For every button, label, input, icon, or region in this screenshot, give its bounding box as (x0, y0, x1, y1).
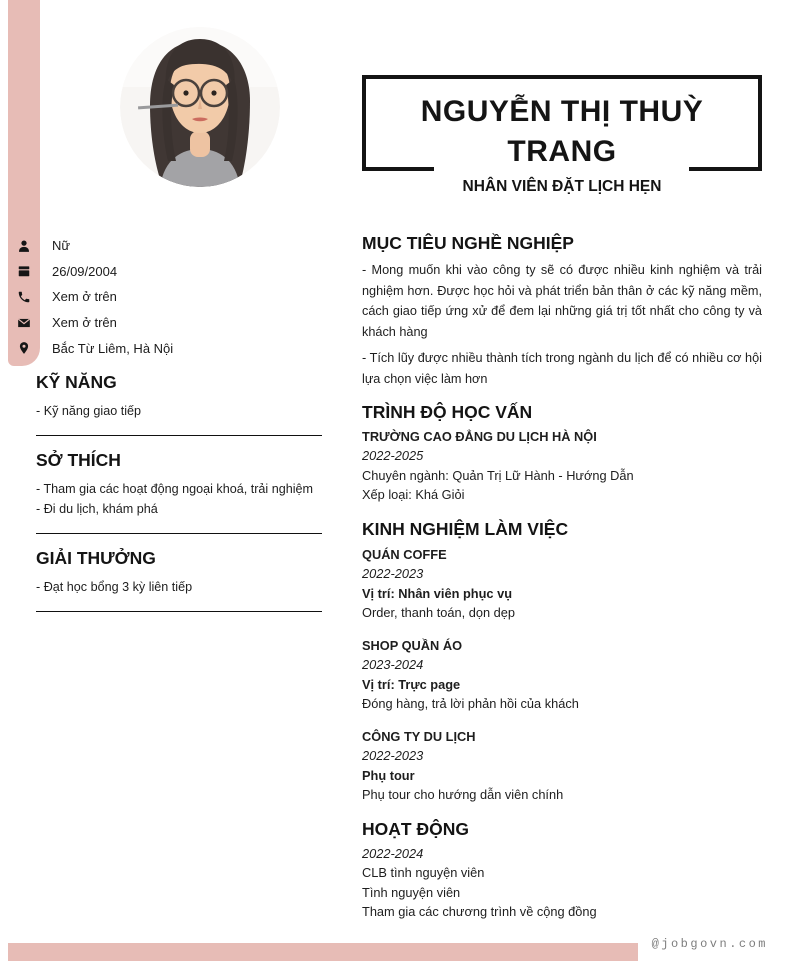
objective-paragraph: - Mong muốn khi vào công ty sẽ có được nhiều kinh nghiệm và trải nghiệm hơn. Được học hỏi và phát triển bản thân ở các kỹ năng mềm, cách giao tiếp ứng xử để đem lại những giá trị tốt nhất cho công ty và khách hàng (362, 263, 762, 339)
watermark: @jobgovn.com (651, 937, 768, 951)
job-employer: SHOP QUẦN ÁO (362, 637, 463, 653)
name-box-bottom-border-left (362, 167, 434, 171)
candidate-name-line2: TRANG (507, 135, 617, 168)
person-icon (8, 239, 40, 253)
education-school: TRƯỜNG CAO ĐẲNG DU LỊCH HÀ NỘI (362, 428, 597, 444)
awards-title: GIẢI THƯỞNG (36, 548, 156, 568)
right-column (362, 233, 762, 922)
education-period: 2022-2025 (362, 448, 424, 464)
section-divider (36, 435, 322, 436)
job-position: Vị trí: Nhân viên phục vụ (362, 585, 513, 601)
job-period: 2022-2023 (362, 748, 424, 764)
contact-phone: Xem ở trên (52, 289, 117, 305)
location-icon (8, 341, 40, 355)
job-position: Vị trí: Trực page (362, 676, 461, 692)
contact-email: Xem ở trên (52, 315, 117, 331)
activity-line: CLB tình nguyện viên (362, 865, 485, 881)
candidate-name (366, 92, 758, 172)
activities-title: HOẠT ĐỘNG (362, 818, 469, 839)
section-divider (36, 533, 322, 534)
section-experience (362, 519, 762, 805)
job-period: 2022-2023 (362, 566, 424, 582)
footer-accent-bar (8, 943, 638, 961)
experience-job (362, 545, 762, 623)
job-title: NHÂN VIÊN ĐẶT LỊCH HẸN (462, 178, 662, 195)
contact-row-address (0, 335, 360, 361)
job-description: Phụ tour cho hướng dẫn viên chính (362, 787, 564, 803)
activity-line: Tham gia các chương trình về cộng đồng (362, 904, 597, 920)
left-column (36, 372, 322, 612)
contact-row-birthdate (0, 259, 360, 285)
education-grade: Xếp loại: Khá Giỏi (362, 487, 465, 503)
profile-photo-illustration (120, 27, 280, 187)
contact-row-phone (0, 284, 360, 310)
job-description: Đóng hàng, trả lời phản hồi của khách (362, 696, 579, 712)
section-activities (362, 819, 762, 922)
phone-icon (8, 290, 40, 304)
profile-photo (120, 27, 280, 187)
candidate-name-line1: NGUYỄN THỊ THUỲ (420, 95, 704, 128)
section-education (362, 402, 762, 505)
education-title: TRÌNH ĐỘ HỌC VẤN (362, 401, 533, 422)
contact-address: Bắc Từ Liêm, Hà Nội (52, 340, 174, 356)
activity-line: Tình nguyện viên (362, 884, 461, 900)
skill-item: - Kỹ năng giao tiếp (36, 404, 142, 418)
section-skills (36, 372, 322, 436)
experience-job (362, 636, 762, 714)
skills-title: KỸ NĂNG (36, 372, 117, 392)
contact-row-email (0, 310, 360, 336)
hobbies-title: SỞ THÍCH (36, 450, 121, 470)
section-objective (362, 233, 762, 390)
objective-paragraph: - Tích lũy được nhiều thành tích trong ngành du lịch để có nhiều cơ hội lựa chọn việc làm hơn (362, 351, 762, 386)
experience-job (362, 727, 762, 805)
section-awards (36, 548, 322, 612)
name-box (362, 75, 762, 167)
job-description: Order, thanh toán, dọn dẹp (362, 605, 515, 621)
hobby-item: - Tham gia các hoạt động ngoại khoá, trải nghiệm (36, 482, 314, 496)
activities-period: 2022-2024 (362, 845, 424, 861)
email-icon (8, 316, 40, 330)
award-item: - Đạt học bổng 3 kỳ liên tiếp (36, 580, 193, 594)
education-major: Chuyên ngành: Quản Trị Lữ Hành - Hướng Dẫn (362, 467, 634, 483)
experience-title: KINH NGHIỆM LÀM VIỆC (362, 518, 569, 539)
contact-birthdate: 26/09/2004 (52, 263, 118, 279)
job-employer: CÔNG TY DU LỊCH (362, 728, 476, 744)
job-employer: QUÁN COFFE (362, 546, 447, 562)
contact-list (0, 233, 360, 361)
job-position: Phụ tour (362, 767, 415, 783)
objective-title: MỤC TIÊU NGHỀ NGHIỆP (362, 233, 574, 253)
name-box-bottom-border-right (689, 167, 762, 171)
contact-row-gender (0, 233, 360, 259)
section-divider (36, 611, 322, 612)
calendar-icon (8, 264, 40, 278)
job-period: 2023-2024 (362, 657, 424, 673)
section-hobbies (36, 450, 322, 534)
hobby-item: - Đi du lịch, khám phá (36, 502, 158, 516)
contact-gender: Nữ (52, 238, 71, 254)
